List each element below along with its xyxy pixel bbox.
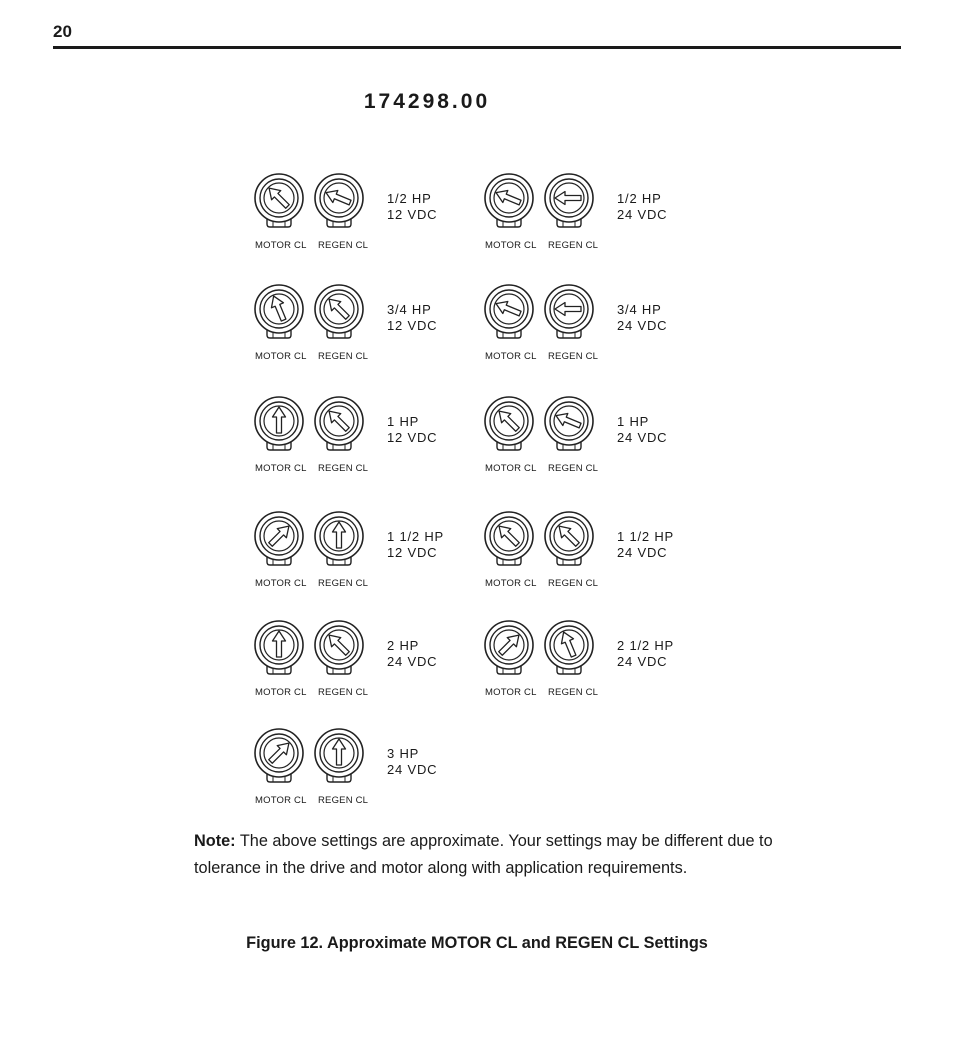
voltage-text: 12 VDC xyxy=(387,430,438,445)
regen-cl-potentiometer xyxy=(543,283,595,341)
motor-rating xyxy=(617,638,674,670)
voltage-text: 24 VDC xyxy=(617,545,668,560)
motor-cl-label: MOTOR CL xyxy=(255,687,307,698)
regen-cl-potentiometer xyxy=(313,510,365,568)
motor-rating xyxy=(617,302,667,334)
motor-rating xyxy=(387,414,437,446)
motor-rating xyxy=(387,746,437,778)
regen-cl-potentiometer xyxy=(313,619,365,677)
setting-2-hp-24vdc xyxy=(253,619,483,719)
setting-3-hp-24vdc xyxy=(253,727,483,827)
motor-cl-label: MOTOR CL xyxy=(485,687,537,698)
regen-cl-label: REGEN CL xyxy=(548,578,599,589)
regen-cl-potentiometer xyxy=(543,172,595,230)
part-number-title: 174298.00 xyxy=(363,90,491,113)
regen-cl-potentiometer xyxy=(543,395,595,453)
potentiometer-dial-icon xyxy=(253,510,305,568)
motor-cl-potentiometer xyxy=(253,395,305,453)
horsepower-text: 3 HP xyxy=(387,746,420,761)
figure-caption: Figure 12. Approximate MOTOR CL and REGEN CL Settings xyxy=(246,934,708,952)
setting-1-half-hp-12vdc xyxy=(253,510,483,610)
horsepower-text: 2 1/2 HP xyxy=(617,638,674,653)
horsepower-text: 2 HP xyxy=(387,638,420,653)
potentiometer-dial-icon xyxy=(543,395,595,453)
motor-cl-potentiometer xyxy=(483,283,535,341)
potentiometer-dial-icon xyxy=(253,172,305,230)
potentiometer-dial-icon xyxy=(313,283,365,341)
regen-cl-potentiometer xyxy=(313,727,365,785)
setting-three-quarter-hp-12vdc xyxy=(253,283,483,383)
setting-three-quarter-hp-24vdc xyxy=(483,283,713,383)
regen-cl-label: REGEN CL xyxy=(548,687,599,698)
motor-cl-potentiometer xyxy=(483,510,535,568)
note-label: Note: xyxy=(194,832,236,850)
regen-cl-potentiometer xyxy=(313,172,365,230)
potentiometer-dial-icon xyxy=(313,619,365,677)
motor-rating xyxy=(617,191,667,223)
motor-cl-label: MOTOR CL xyxy=(485,463,537,474)
regen-cl-label: REGEN CL xyxy=(318,240,369,251)
motor-cl-label: MOTOR CL xyxy=(485,351,537,362)
motor-rating xyxy=(387,302,437,334)
potentiometer-dial-icon xyxy=(483,395,535,453)
motor-cl-potentiometer xyxy=(253,283,305,341)
regen-cl-label: REGEN CL xyxy=(548,351,599,362)
motor-rating xyxy=(387,191,437,223)
voltage-text: 24 VDC xyxy=(387,654,438,669)
motor-rating xyxy=(617,414,667,446)
voltage-text: 24 VDC xyxy=(617,207,668,222)
motor-cl-potentiometer xyxy=(483,395,535,453)
motor-cl-potentiometer xyxy=(483,619,535,677)
regen-cl-potentiometer xyxy=(313,395,365,453)
motor-cl-potentiometer xyxy=(253,727,305,785)
setting-half-hp-24vdc xyxy=(483,172,713,272)
motor-cl-label: MOTOR CL xyxy=(255,578,307,589)
horsepower-text: 1 1/2 HP xyxy=(617,529,674,544)
page-number: 20 xyxy=(53,22,72,41)
motor-cl-label: MOTOR CL xyxy=(485,240,537,251)
voltage-text: 24 VDC xyxy=(617,430,668,445)
potentiometer-dial-icon xyxy=(253,619,305,677)
potentiometer-dial-icon xyxy=(543,510,595,568)
regen-cl-label: REGEN CL xyxy=(548,240,599,251)
potentiometer-dial-icon xyxy=(543,172,595,230)
horsepower-text: 1 1/2 HP xyxy=(387,529,444,544)
potentiometer-dial-icon xyxy=(483,283,535,341)
motor-rating xyxy=(387,529,444,561)
regen-cl-label: REGEN CL xyxy=(318,795,369,806)
potentiometer-dial-icon xyxy=(483,172,535,230)
regen-cl-label: REGEN CL xyxy=(318,687,369,698)
potentiometer-dial-icon xyxy=(313,395,365,453)
setting-2-half-hp-24vdc xyxy=(483,619,713,719)
horsepower-text: 1 HP xyxy=(617,414,650,429)
motor-rating xyxy=(387,638,437,670)
note-text: The above settings are approximate. Your settings may be different due to tolerance in the drive and motor along with application requirements. xyxy=(194,832,773,877)
motor-rating xyxy=(617,529,674,561)
setting-1-half-hp-24vdc xyxy=(483,510,713,610)
potentiometer-dial-icon xyxy=(483,510,535,568)
setting-1-hp-24vdc xyxy=(483,395,713,495)
voltage-text: 24 VDC xyxy=(617,318,668,333)
motor-cl-potentiometer xyxy=(253,510,305,568)
horsepower-text: 3/4 HP xyxy=(387,302,432,317)
motor-cl-label: MOTOR CL xyxy=(255,463,307,474)
voltage-text: 12 VDC xyxy=(387,545,438,560)
note-paragraph xyxy=(194,828,784,881)
regen-cl-label: REGEN CL xyxy=(548,463,599,474)
regen-cl-label: REGEN CL xyxy=(318,351,369,362)
motor-cl-label: MOTOR CL xyxy=(255,795,307,806)
motor-cl-label: MOTOR CL xyxy=(485,578,537,589)
potentiometer-dial-icon xyxy=(543,283,595,341)
voltage-text: 24 VDC xyxy=(617,654,668,669)
potentiometer-dial-icon xyxy=(543,619,595,677)
regen-cl-label: REGEN CL xyxy=(318,463,369,474)
regen-cl-potentiometer xyxy=(543,510,595,568)
potentiometer-dial-icon xyxy=(483,619,535,677)
horsepower-text: 1 HP xyxy=(387,414,420,429)
horsepower-text: 3/4 HP xyxy=(617,302,662,317)
potentiometer-dial-icon xyxy=(313,172,365,230)
potentiometer-dial-icon xyxy=(313,727,365,785)
motor-cl-potentiometer xyxy=(483,172,535,230)
motor-cl-potentiometer xyxy=(253,619,305,677)
motor-cl-label: MOTOR CL xyxy=(255,351,307,362)
horsepower-text: 1/2 HP xyxy=(617,191,662,206)
voltage-text: 24 VDC xyxy=(387,762,438,777)
potentiometer-dial-icon xyxy=(253,395,305,453)
potentiometer-dial-icon xyxy=(313,510,365,568)
potentiometer-dial-icon xyxy=(253,727,305,785)
motor-cl-label: MOTOR CL xyxy=(255,240,307,251)
horsepower-text: 1/2 HP xyxy=(387,191,432,206)
regen-cl-label: REGEN CL xyxy=(318,578,369,589)
setting-1-hp-12vdc xyxy=(253,395,483,495)
voltage-text: 12 VDC xyxy=(387,207,438,222)
voltage-text: 12 VDC xyxy=(387,318,438,333)
motor-cl-potentiometer xyxy=(253,172,305,230)
regen-cl-potentiometer xyxy=(313,283,365,341)
setting-half-hp-12vdc xyxy=(253,172,483,272)
potentiometer-dial-icon xyxy=(253,283,305,341)
regen-cl-potentiometer xyxy=(543,619,595,677)
